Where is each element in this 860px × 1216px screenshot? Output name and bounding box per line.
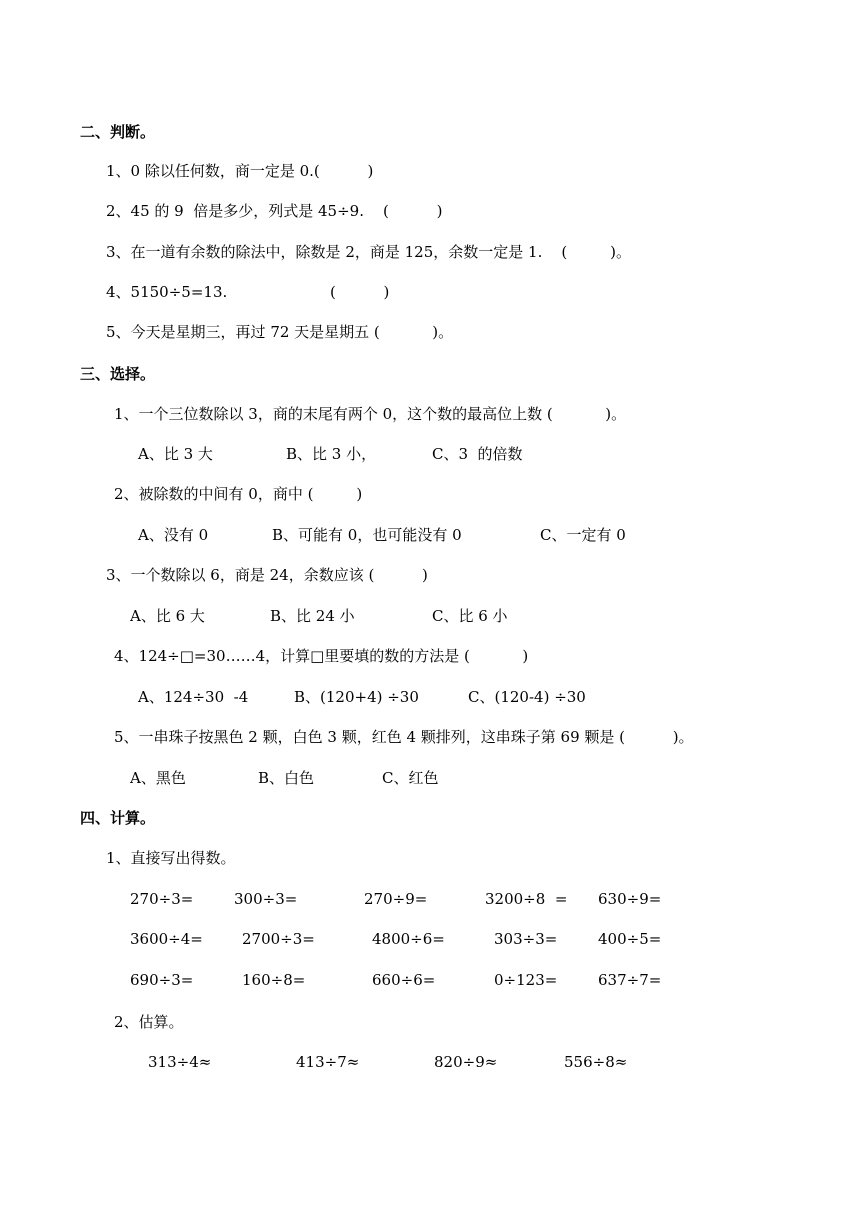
judgment-item-3: 3、在一道有余数的除法中，除数是 2，商是 125，余数一定是 1. ( )。 <box>106 243 632 261</box>
calc-r1-c2: 300÷3= <box>234 890 298 908</box>
calc-r3-c5: 637÷7= <box>598 971 662 989</box>
calc-r3-c4: 0÷123= <box>494 971 558 989</box>
choice-question-2: 2、被除数的中间有 0，商中 ( ) <box>114 485 363 503</box>
section-4-heading: 四、计算。 <box>80 809 156 827</box>
choice-5-option-b: B、白色 <box>258 769 315 787</box>
calc-r1-c5: 630÷9= <box>598 890 662 908</box>
calc-r3-c3: 660÷6= <box>372 971 436 989</box>
estimate-1: 313÷4≈ <box>148 1053 212 1071</box>
choice-question-3: 3、一个数除以 6，商是 24，余数应该 ( ) <box>106 566 428 584</box>
estimate-4: 556÷8≈ <box>564 1053 628 1071</box>
calc-r1-c1: 270÷3= <box>130 890 194 908</box>
choice-1-option-b: B、比 3 小， <box>286 445 377 463</box>
judgment-item-5: 5、今天是星期三，再过 72 天是星期五 ( )。 <box>106 323 454 341</box>
choice-1-option-c: C、3 的倍数 <box>432 445 523 463</box>
calc-r3-c1: 690÷3= <box>130 971 194 989</box>
choice-3-option-a: A、比 6 大 <box>130 607 205 625</box>
calc-r2-c1: 3600÷4= <box>130 930 203 948</box>
choice-question-5: 5、一串珠子按黑色 2 颗，白色 3 颗，红色 4 颗排列，这串珠子第 69 颗是 ( )。 <box>114 728 694 746</box>
choice-4-option-b: B、(120+4) ÷30 <box>294 688 419 706</box>
choice-4-option-a: A、124÷30 -4 <box>138 688 249 706</box>
calc-r1-c3: 270÷9= <box>364 890 428 908</box>
judgment-item-1: 1、0 除以任何数，商一定是 0.( ) <box>106 162 374 180</box>
judgment-item-2: 2、45 的 9 倍是多少，列式是 45÷9. ( ) <box>106 202 443 220</box>
choice-3-option-c: C、比 6 小 <box>432 607 508 625</box>
calc-r2-c5: 400÷5= <box>598 930 662 948</box>
choice-2-option-b: B、可能有 0，也可能没有 0 <box>272 526 462 544</box>
section-2-heading: 二、判断。 <box>80 123 156 141</box>
choice-5-option-c: C、红色 <box>382 769 439 787</box>
choice-2-option-a: A、没有 0 <box>138 526 209 544</box>
choice-question-1: 1、一个三位数除以 3，商的末尾有两个 0，这个数的最高位上数 ( )。 <box>114 405 627 423</box>
calc-r2-c3: 4800÷6= <box>372 930 445 948</box>
calc-r1-c4: 3200÷8 = <box>485 890 568 908</box>
calc-r2-c4: 303÷3= <box>494 930 558 948</box>
judgment-item-4-blank: ( ) <box>330 283 390 301</box>
calc-r3-c2: 160÷8= <box>242 971 306 989</box>
judgment-item-4: 4、5150÷5=13. <box>106 283 228 301</box>
calc-sub-1: 1、直接写出得数。 <box>106 849 236 867</box>
calc-r2-c2: 2700÷3= <box>242 930 315 948</box>
choice-3-option-b: B、比 24 小 <box>270 607 355 625</box>
choice-question-4: 4、124÷□=30……4，计算□里要填的数的方法是 ( ) <box>114 647 529 665</box>
choice-4-option-c: C、(120-4) ÷30 <box>468 688 586 706</box>
choice-1-option-a: A、比 3 大 <box>138 445 213 463</box>
estimate-3: 820÷9≈ <box>434 1053 498 1071</box>
section-3-heading: 三、选择。 <box>80 365 156 383</box>
choice-5-option-a: A、黑色 <box>130 769 186 787</box>
calc-sub-2: 2、估算。 <box>114 1013 184 1031</box>
estimate-2: 413÷7≈ <box>296 1053 360 1071</box>
choice-2-option-c: C、一定有 0 <box>540 526 626 544</box>
